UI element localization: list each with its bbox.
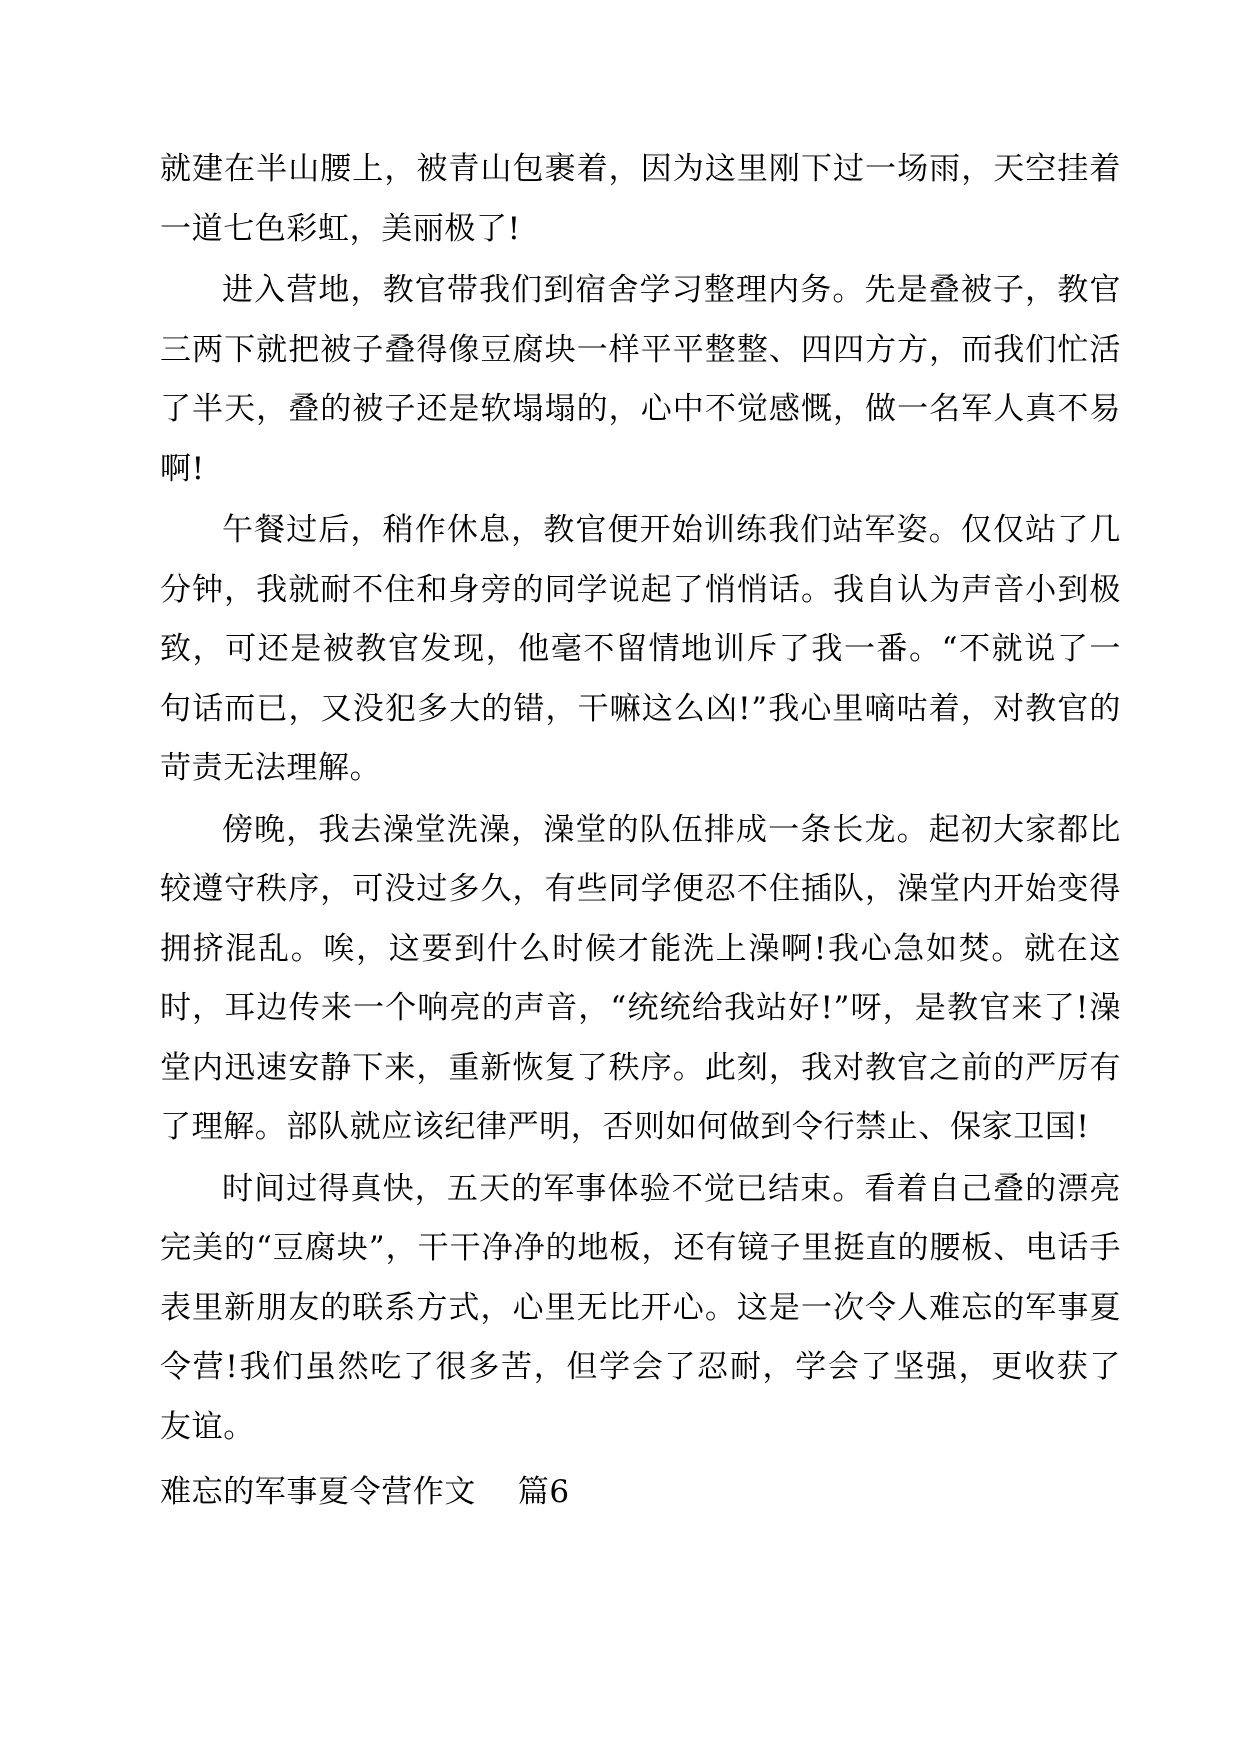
- paragraph: 进入营地，教官带我们到宿舍学习整理内务。先是叠被子，教官三两下就把被子叠得像豆腐块一样平平整整、四四方方，而我们忙活了半天，叠的被子还是软塌塌的，心中不觉感慨，做一名军人真不易啊!: [160, 272, 1121, 487]
- paragraph: 午餐过后，稍作休息，教官便开始训练我们站军姿。仅仅站了几分钟，我就耐不住和身旁的同学说起了悄悄话。我自认为声音小到极致，可还是被教官发现，他毫不留情地训斥了我一番。“不就说了一句话而已，又没犯多大的错，干嘛这么凶!”我心里嘀咕着，对教官的苛责无法理解。: [160, 512, 1121, 787]
- paragraph: 傍晚，我去澡堂洗澡，澡堂的队伍排成一条长龙。起初大家都比较遵守秩序，可没过多久，有些同学便忍不住插队，澡堂内开始变得拥挤混乱。唉，这要到什么时候才能洗上澡啊!我心急如焚。就在这时，耳边传来一个响亮的声音，“统统给我站好!”呀，是教官来了!澡堂内迅速安静下来，重新恢复了秩序。此刻，我对教官之前的严厉有了理解。部队就应该纪律严明，否则如何做到令行禁止、保家卫国!: [160, 811, 1121, 1146]
- paragraph: 就建在半山腰上，被青山包裹着，因为这里刚下过一场雨，天空挂着一道七色彩虹，美丽极了!: [160, 151, 1121, 247]
- section-heading: 难忘的军事夏令营作文 篇6: [160, 1474, 570, 1511]
- paragraph: 时间过得真快，五天的军事体验不觉已结束。看着自己叠的漂亮完美的“豆腐块”，干干净净的地板，还有镜子里挺直的腰板、电话手表里新朋友的联系方式，心里无比开心。这是一次令人难忘的军事夏令营!我们虽然吃了很多苦，但学会了忍耐，学会了坚强，更收获了友谊。: [160, 1170, 1121, 1445]
- document-body: [160, 140, 1121, 1522]
